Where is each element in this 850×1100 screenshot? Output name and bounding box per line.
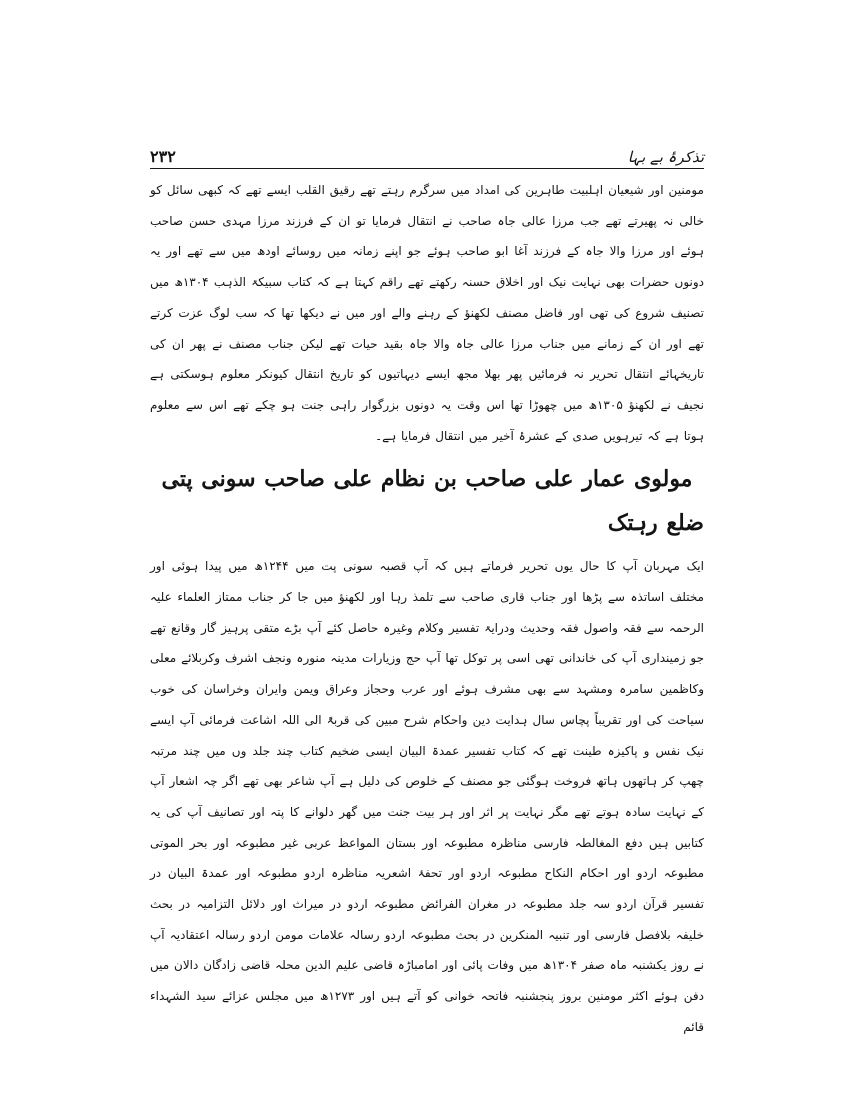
running-title: تذکرۂ بے بہا (627, 148, 704, 166)
section-heading: مولوی عمار علی صاحب بن نظام علی صاحب سونی پتی ضلع رہتک (161, 466, 704, 537)
paragraph-1: مومنین اور شیعیان اہلبیت طاہرین کی امداد میں سرگرم رہتے تھے رقیق القلب ایسے تھے کہ کبھی سائل کو خالی نہ پھیرتے تھے جب مرزا عالی جاہ صاحب نے انتقال فرمایا تو ان کے فرزند مرزا مہدی حسن صاحب ہوئے اور مرزا والا جاہ کے فرزند آغا ابو صاحب ہوئے جو اپنے زمانہ میں روسائے اودھ میں سے تھے اور یہ دونوں حضرات بھی نہایت نیک اور اخلاق حسنہ رکھتے تھے راقم کہتا ہے کہ کتاب سبیکۃ الذہب ۱۳۰۴ھ میں تصنیف شروع کی تھی اور فاضل مصنف لکھنؤ کے رہنے والے اور میں نے دیکھا تھا کہ سب لوگ عزت کرتے تھے اور ان کے زمانے میں جناب مرزا عالی جاہ والا جاہ بقید حیات تھے لیکن جناب مصنف نے پھر ان کی تاریخہائے انتقال تحریر نہ فرمائیں پھر بھلا مجھ ایسے دیہاتیوں کو تاریخ انتقال کیونکر معلوم ہوسکتی ہے نجیف نے لکھنؤ ۱۳۰۵ھ میں چھوڑا تھا اس وقت یہ دونوں بزرگوار راہی جنت ہو چکے تھے اس سے معلوم ہوتا ہے کہ تیرہویں صدی کے عشرۂ آخیر میں انتقال فرمایا ہے۔ (150, 183, 705, 443)
page-number: ۲۳۲ (150, 147, 176, 166)
page-header (150, 136, 704, 169)
paragraph-2: ایک مہربان آپ کا حال یوں تحریر فرماتے ہیں کہ آپ قصبہ سونی پت میں ۱۲۴۴ھ میں پیدا ہوئی اور مختلف اساتذہ سے پڑھا اور جناب قاری صاحب سے تلمذ رہا اور لکھنؤ میں جا کر جناب ممتاز العلماء علیہ الرحمہ سے فقہ واصول فقہ وحدیث ودرایۃ تفسیر وکلام وغیرہ حاصل کئے آپ بڑے متقی پرہیز گار وقانع تھے جو زمینداری آپ کی خاندانی تھی اسی پر توکل تھا آپ حج وزیارات مدینہ منورہ ونجف اشرف وکربلائے معلی وکاظمین سامرہ ومشہد سے بھی مشرف ہوئے اور عرب وحجاز وعراق ویمن وایران وخراسان کی خوب سیاحت کی اور تقریباً پچاس سال ہدایت دین واحکام شرح مبین کی قربۃً الی اللہ اشاعت فرمائی آپ ایسے نیک نفس و پاکیزہ طینت تھے کہ کتاب تفسیر عمدۃ البیان ایسی ضخیم کتاب چند جلد وں میں چند مرتبہ چھپ کر ہاتھوں ہاتھ فروخت ہوگئی جو مصنف کے خلوص کی دلیل ہے آپ شاعر بھی تھے اگر چہ اشعار آپ کے نہایت سادہ ہوتے تھے مگر نہایت پر اثر اور ہر بیت جنت میں گھر دلوانے کا پتہ اور تصانیف آپ کی یہ کتابیں ہیں دفع المغالطہ فارسی مناظرہ مطبوعہ اور بستان المواعظ عربی غیر مطبوعہ اور بحر الموتی مطبوعہ اردو اور احکام النکاح مطبوعہ اردو اور تحفۂ اشعریہ مناظرہ اردو مطبوعہ اور عمدۃ البیان در تفسیر قرآن اردو سہ جلد مطبوعہ در مغران الفرائض مطبوعہ اردو در میراث اور دلائل التزامیہ در بحث خلیفہ بلافصل فارسی اور تنبیہ المنکرین در بحث مطبوعہ اردو رسالہ علامات مومن اردو رسالہ اعتقادیہ آپ نے روز یکشنبہ ماہ صفر ۱۳۰۴ھ میں وفات پائی اور امامباڑہ قاضی علیم الدین محلہ قاضی زادگان دالان میں دفن ہوئے اکثر مومنین بروز پنجشنبہ فاتحہ خوانی کو آتے ہیں اور ۱۲۷۳ھ میں مجلس عزائے سید الشہداء قائم (150, 559, 704, 1034)
document-page (150, 136, 704, 1043)
body-text (150, 175, 704, 1043)
